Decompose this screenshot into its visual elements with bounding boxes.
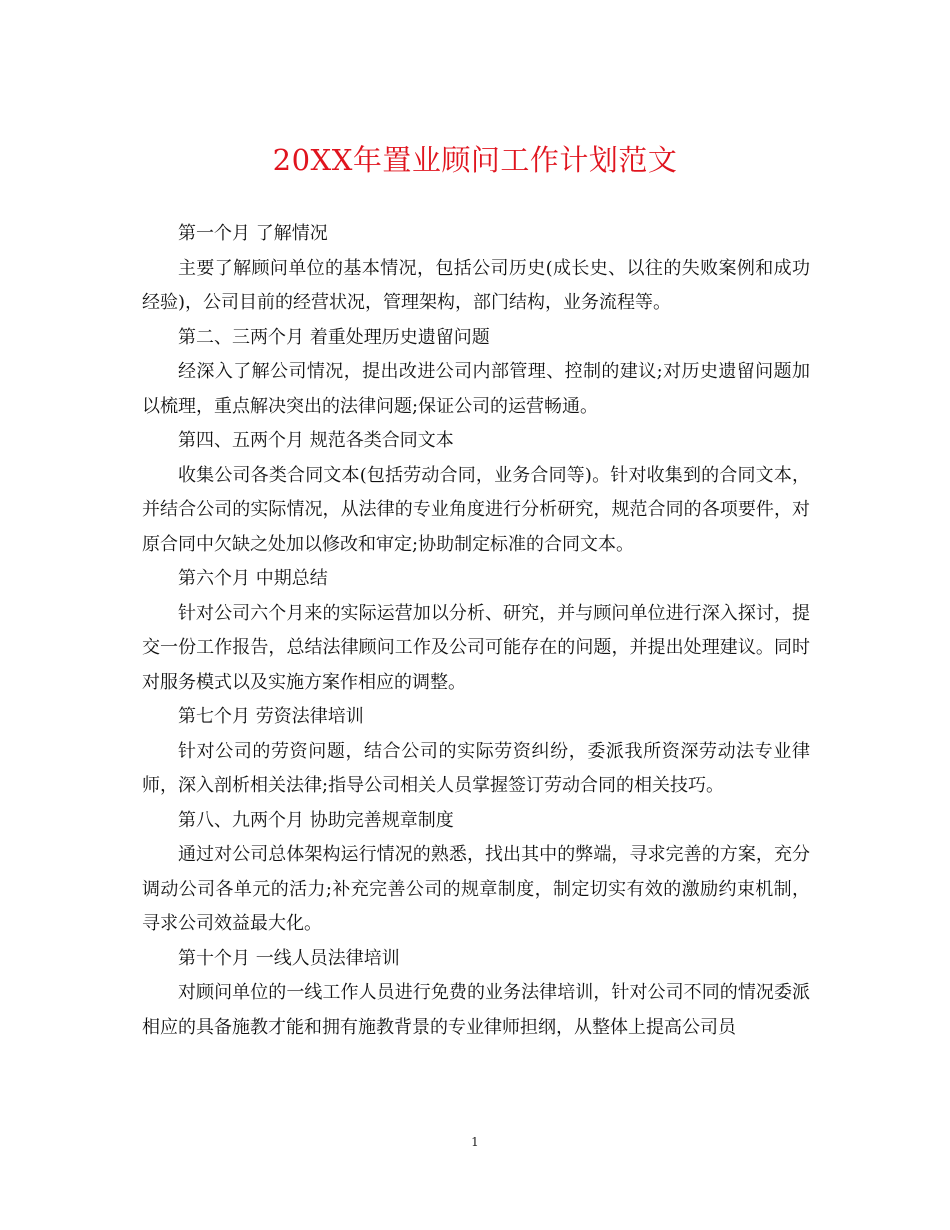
paragraph: 通过对公司总体架构运行情况的熟悉，找出其中的弊端，寻求完善的方案，充分调动公司各单元的活力;补充完善公司的规章制度，制定切实有效的激励约束机制，寻求公司效益最大化。 [142, 844, 810, 934]
paragraph: 针对公司的劳资问题，结合公司的实际劳资纠纷，委派我所资深劳动法专业律师，深入剖析相关法律;指导公司相关人员掌握签订劳动合同的相关技巧。 [142, 740, 810, 796]
document-title: 20XX年置业顾问工作计划范文 [272, 143, 678, 177]
document-body [142, 217, 810, 1045]
page-number: 1 [471, 1135, 479, 1149]
paragraph: 主要了解顾问单位的基本情况，包括公司历史(成长史、以往的失败案例和成功经验)，公司目前的经营状况，管理架构，部门结构，业务流程等。 [142, 257, 810, 313]
paragraph: 针对公司六个月来的实际运营加以分析、研究，并与顾问单位进行深入探讨，提交一份工作报告，总结法律顾问工作及公司可能存在的问题，并提出处理建议。同时对服务模式以及实施方案作相应的调整。 [142, 602, 810, 693]
section-heading: 第八、九两个月 协助完善规章制度 [178, 809, 454, 831]
section-heading: 第七个月 劳资法律培训 [178, 706, 364, 727]
section-heading: 第一个月 了解情况 [178, 223, 328, 244]
paragraph: 收集公司各类合同文本(包括劳动合同，业务合同等)。针对收集到的合同文本，并结合公司的实际情况，从法律的专业角度进行分析研究，规范合同的各项要件，对原合同中欠缺之处加以修改和审定;协助制定标准的合同文本。 [142, 464, 810, 555]
paragraph: 对顾问单位的一线工作人员进行免费的业务法律培训，针对公司不同的情况委派相应的具备施教才能和拥有施教背景的专业律师担纲，从整体上提高公司员 [142, 982, 810, 1038]
section-heading: 第二、三两个月 着重处理历史遗留问题 [178, 326, 490, 348]
paragraph: 经深入了解公司情况，提出改进公司内部管理、控制的建议;对历史遗留问题加以梳理，重点解决突出的法律问题;保证公司的运营畅通。 [142, 361, 810, 417]
section-heading: 第四、五两个月 规范各类合同文本 [178, 430, 454, 451]
section-heading: 第十个月 一线人员法律培训 [178, 947, 400, 969]
section-heading: 第六个月 中期总结 [178, 568, 328, 589]
